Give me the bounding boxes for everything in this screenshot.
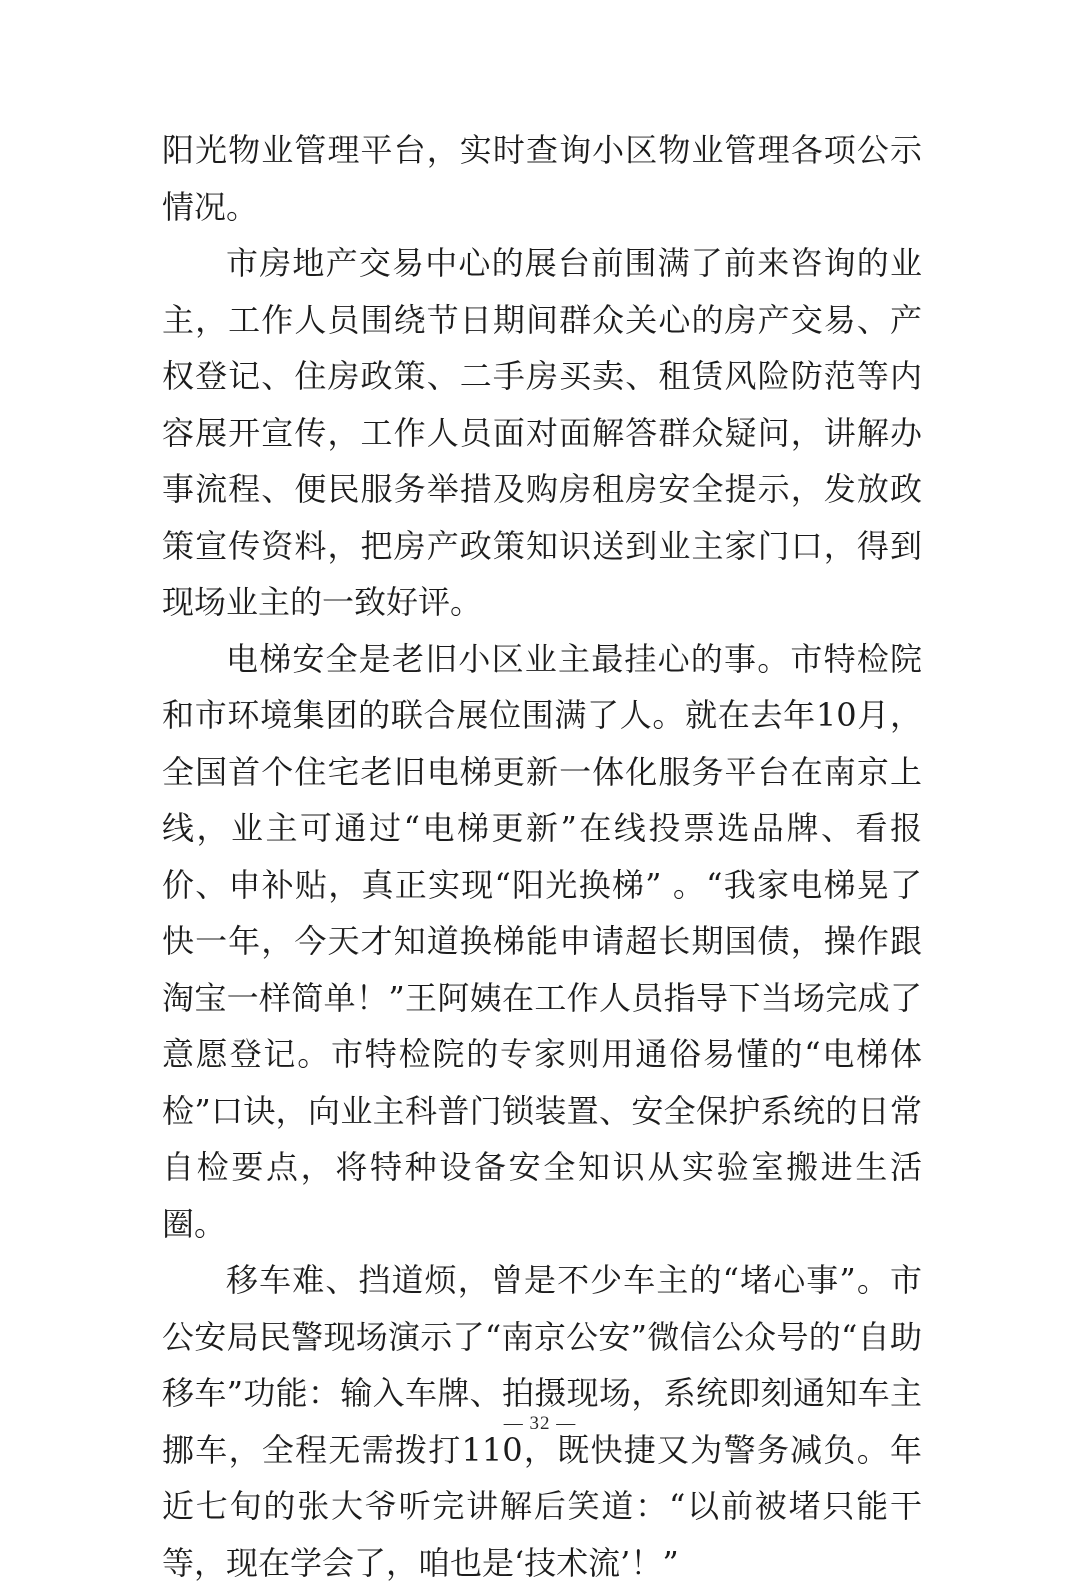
article-body [162,122,922,1591]
paragraph-2: 市房地产交易中心的展台前围满了前来咨询的业主，工作人员围绕节日期间群众关心的房产交易、产权登记、住房政策、二手房买卖、租赁风险防范等内容展开宣传，工作人员面对面解答群众疑问，讲解办事流程、便民服务举措及购房租房安全提示，发放政策宣传资料，把房产政策知识送到业主家门口，得到现场业主的一致好评。 [162,244,922,621]
paragraph-4: 移车难、挡道烦，曾是不少车主的“堵心事”。市公安局民警现场演示了“南京公安”微信公众号的“自助移车”功能：输入车牌、拍摄现场，系统即刻通知车主挪车，全程无需拨打110，既快捷又为警务减负。年近七旬的张大爷听完讲解后笑道：“以前被堵只能干等，现在学会了，咱也是‘技术流’！” [162,1261,922,1582]
paragraph-3: 电梯安全是老旧小区业主最挂心的事。市特检院和市环境集团的联合展位围满了人。就在去年10月，全国首个住宅老旧电梯更新一体化服务平台在南京上线，业主可通过“电梯更新”在线投票选品牌、看报价、申补贴，真正实现“阳光换梯” 。“我家电梯晃了快一年，今天才知道换梯能申请超长期国债，操作跟淘宝一样简单！”王阿姨在工作人员指导下当场完成了意愿登记。市特检院的专家则用通俗易懂的“电梯体检”口诀，向业主科普门锁装置、安全保护系统的日常自检要点，将特种设备安全知识从实验室搬进生活圈。 [162,639,922,1243]
paragraph-1: 阳光物业管理平台，实时查询小区物业管理各项公示情况。 [162,131,922,226]
page-number: — 32 — [503,1413,577,1434]
